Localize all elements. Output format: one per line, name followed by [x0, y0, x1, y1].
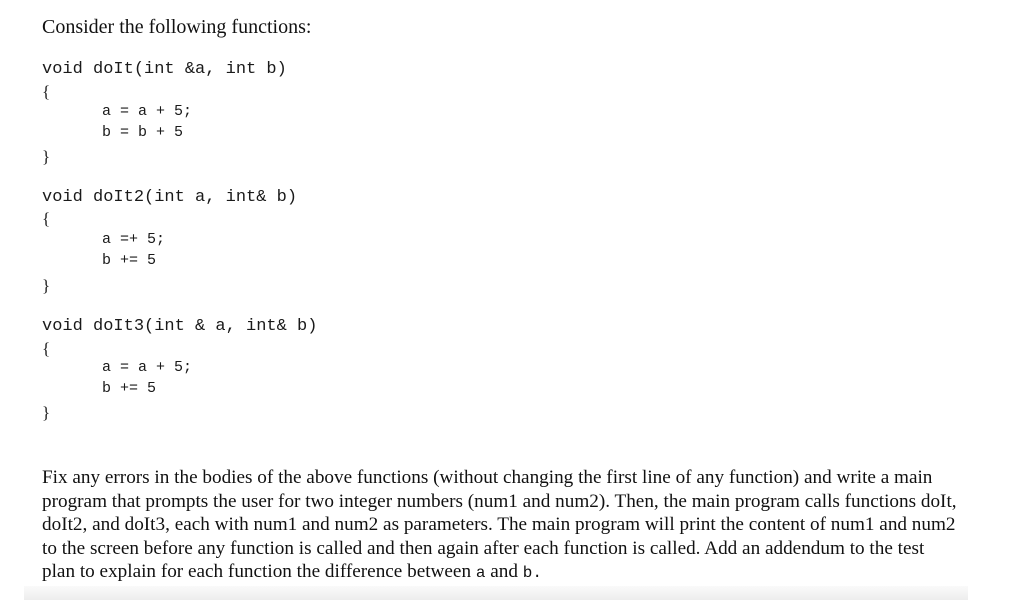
- code-line: b += 5: [102, 380, 157, 397]
- variable-b: b: [522, 564, 533, 582]
- code-line: b += 5: [102, 252, 157, 269]
- close-brace: }: [42, 403, 51, 422]
- code-line: a = a + 5;: [102, 103, 193, 120]
- open-brace: {: [42, 339, 51, 358]
- conjunction-text: and: [485, 561, 523, 582]
- variable-a: a: [475, 564, 486, 582]
- intro-text: Consider the following functions:: [42, 16, 312, 38]
- instructions-text: Fix any errors in the bodies of the above functions (without changing the first line of any function) and write a main program that prompts the user for two integer numbers (num1 and num2). Then, the main program calls functions doIt, doIt2, and doIt3, each with num1 and num2 as parameters. The main program will print the content of num1 and num2 to the screen before any function is called and then again after each function is called. Add an addendum to the test plan to explain for each function the difference between: [42, 467, 957, 582]
- close-brace: }: [42, 147, 51, 166]
- close-brace: }: [42, 276, 51, 295]
- code-line: b = b + 5: [102, 124, 184, 141]
- function-signature: void doIt3(int & a, int& b): [42, 317, 318, 336]
- open-brace: {: [42, 209, 51, 228]
- bottom-shadow-strip: [24, 586, 968, 600]
- instructions-paragraph: [42, 466, 962, 586]
- sentence-end: .: [532, 564, 542, 582]
- code-line: a =+ 5;: [102, 231, 166, 248]
- open-brace: {: [42, 82, 51, 101]
- function-signature: void doIt(int &a, int b): [42, 60, 287, 79]
- function-signature: void doIt2(int a, int& b): [42, 188, 298, 207]
- code-line: a = a + 5;: [102, 359, 193, 376]
